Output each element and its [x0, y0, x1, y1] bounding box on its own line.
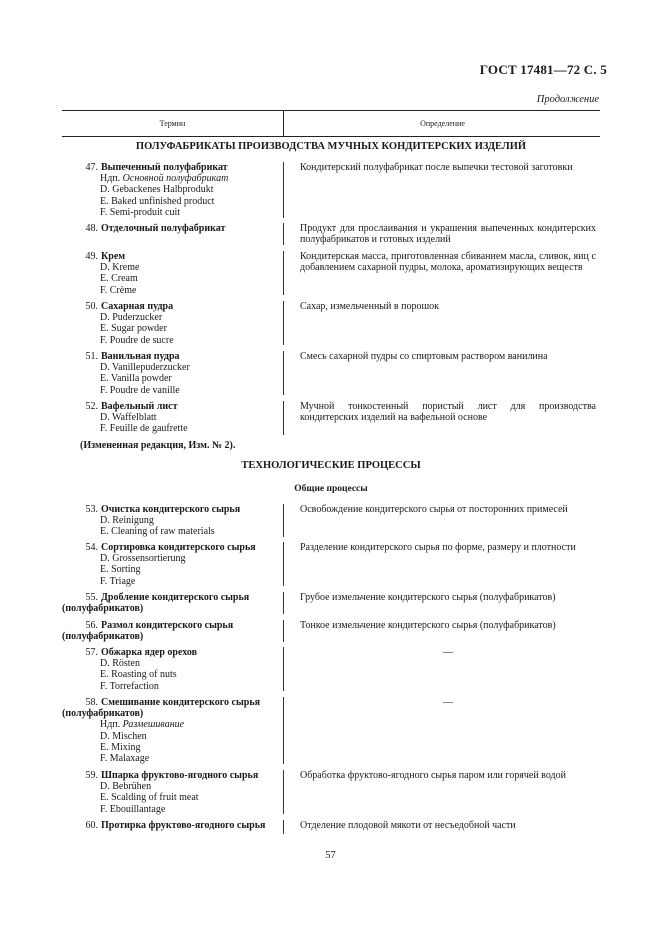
column-header-definition: Определение: [283, 111, 601, 136]
amendment-note: (Измененная редакция, Изм. № 2).: [80, 440, 236, 451]
entry-number: 48.: [85, 223, 98, 234]
column-header-term: Термин: [159, 119, 186, 128]
subsection-title-general: Общие процессы: [294, 484, 368, 494]
entry-term: Вафельный лист: [101, 401, 178, 412]
entry-term: Сортировка кондитерского сырья: [101, 542, 256, 553]
entry-definition-dash: —: [443, 647, 453, 658]
term-en: E. Baked unfinished product: [100, 195, 215, 207]
entry-term: Сахарная пудра: [101, 301, 174, 312]
term-fr: F. Torrefaction: [100, 680, 159, 692]
entry-number: 53.: [85, 504, 98, 515]
term-de: D. Mischen: [100, 730, 147, 742]
term-en: E. Vanilla powder: [100, 373, 172, 385]
term-de: D. Rösten: [100, 658, 140, 670]
entry-number: 56.: [85, 620, 98, 631]
term-fr: F. Poudre de sucre: [100, 334, 174, 346]
entry-definition: Обработка фруктово-ягодного сырья паром или горячей водой: [283, 770, 596, 814]
term-de: D. Grossensortierung: [100, 553, 186, 565]
term-fr: F. Ebouillantage: [100, 803, 166, 815]
entry-definition: Грубое измельчение кондитерского сырья (полуфабрикатов): [283, 592, 596, 614]
ndp-term: Размешивание: [122, 719, 185, 731]
entry-definition: Тонкое измельчение кондитерского сырья (полуфабрикатов): [283, 620, 596, 642]
entry-number: 58.: [85, 697, 98, 708]
entry-number: 47.: [85, 162, 98, 173]
entry-number: 52.: [85, 401, 98, 412]
entry-definition: Смесь сахарной пудры со спиртовым раствором ванилина: [283, 351, 596, 395]
term-en: E. Scalding of fruit meat: [100, 792, 199, 804]
page-number: 57: [325, 850, 336, 861]
term-en: E. Cleaning of raw materials: [100, 526, 215, 538]
entry-term: Шпарка фруктово-ягодного сырья: [101, 770, 259, 781]
entry-definition: Кондитерская масса, приготовленная сбиванием масла, сливок, яиц с добавлением сахарной пудры, молока, ароматизирующих веществ: [283, 251, 596, 295]
term-de: D. Waffelblatt: [100, 412, 157, 424]
term-en: E. Mixing: [100, 741, 141, 753]
entry-term: Протирка фруктово-ягодного сырья: [101, 820, 266, 831]
term-fr: F. Semi-produit cuit: [100, 206, 181, 218]
entry-number: 59.: [85, 770, 98, 781]
entry-term: Дробление кондитерского сырья (полуфабрикатов): [62, 592, 250, 615]
entry-definition: Кондитерский полуфабрикат после выпечки тестовой заготовки: [283, 162, 596, 218]
entry-term: Отделочный полуфабрикат: [101, 223, 226, 234]
term-fr: F. Triage: [100, 575, 136, 587]
entry-number: 51.: [85, 351, 98, 362]
table-header: [62, 110, 600, 137]
entry-definition: Отделение плодовой мякоти от несъедобной части: [283, 820, 596, 834]
entry-number: 57.: [85, 647, 98, 658]
term-de: D. Gebackenes Halbprodukt: [100, 184, 214, 196]
entry-definition: Продукт для прослаивания и украшения выпеченных кондитерских полуфабрикатов и готовых изделий: [283, 223, 596, 245]
term-de: D. Bebrühen: [100, 781, 152, 793]
entry-term: Очистка кондитерского сырья: [101, 504, 241, 515]
term-de: D. Kreme: [100, 262, 140, 274]
entry-definition: Освобождение кондитерского сырья от посторонних примесей: [283, 504, 596, 537]
entry-term: Ванильная пудра: [101, 351, 180, 362]
term-de: D. Reinigung: [100, 515, 154, 527]
entry-term: Смешивание кондитерского сырья (полуфабрикатов): [62, 697, 261, 720]
term-fr: F. Poudre de vanille: [100, 384, 180, 396]
ndp-term: Основной полуфабрикат: [122, 173, 229, 185]
section-title-processes: ТЕХНОЛОГИЧЕСКИЕ ПРОЦЕССЫ: [241, 460, 421, 471]
entry-number: 49.: [85, 251, 98, 262]
entry-number: 54.: [85, 542, 98, 553]
term-fr: F. Feuille de gaufrette: [100, 423, 188, 435]
term-de: D. Puderzucker: [100, 312, 163, 324]
entry-definition-dash: —: [443, 697, 453, 708]
term-en: E. Cream: [100, 273, 138, 285]
entry-term: Обжарка ядер орехов: [101, 647, 197, 658]
ndp-prefix: Ндп.: [100, 173, 121, 185]
term-en: E. Sorting: [100, 564, 141, 576]
term-en: E. Roasting of nuts: [100, 669, 177, 681]
term-fr: F. Crème: [100, 284, 137, 296]
term-de: D. Vanillepuderzucker: [100, 362, 190, 374]
entry-number: 55.: [85, 592, 98, 603]
page-header: ГОСТ 17481—72 С. 5: [479, 62, 607, 77]
ndp-prefix: Ндп.: [100, 719, 121, 731]
entry-term: Выпеченный полуфабрикат: [101, 162, 228, 173]
entry-definition: Разделение кондитерского сырья по форме, размеру и плотности: [283, 542, 596, 586]
entry-term: Крем: [101, 251, 126, 262]
term-en: E. Sugar powder: [100, 323, 167, 335]
term-fr: F. Malaxage: [100, 753, 150, 765]
entry-definition: Сахар, измельченный в порошок: [283, 301, 596, 345]
entry-number: 60.: [85, 820, 98, 831]
continuation-label: Продолжение: [536, 94, 599, 105]
section-title-semi-finished: ПОЛУФАБРИКАТЫ ПРОИЗВОДСТВА МУЧНЫХ КОНДИТЕРСКИХ ИЗДЕЛИЙ: [135, 141, 527, 152]
entry-term: Размол кондитерского сырья (полуфабрикатов): [62, 620, 234, 643]
entry-definition: Мучной тонкостенный пористый лист для производства кондитерских изделий на вафельной основе: [283, 401, 596, 435]
entry-number: 50.: [85, 301, 98, 312]
